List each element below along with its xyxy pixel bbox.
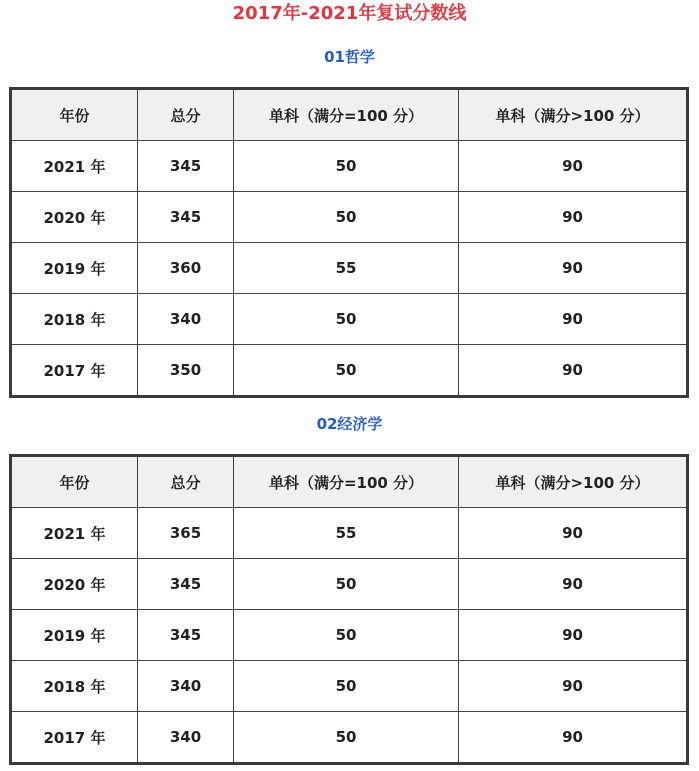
- table-header-row: [11, 456, 688, 508]
- header-single-100: 单科（满分=100 分）: [234, 456, 459, 508]
- table-row: [11, 192, 688, 243]
- cell-total: 345: [138, 141, 234, 192]
- cell-year: 2020 年: [11, 559, 138, 610]
- cell-year: 2017 年: [11, 345, 138, 397]
- cell-total: 365: [138, 508, 234, 559]
- cell-single-100: 55: [234, 243, 459, 294]
- cell-single-100: 50: [234, 294, 459, 345]
- cell-year: 2018 年: [11, 661, 138, 712]
- section-title-economics: 02经济学: [316, 415, 383, 433]
- cell-total: 345: [138, 610, 234, 661]
- cell-year: 2020 年: [11, 192, 138, 243]
- cell-single-100: 50: [234, 610, 459, 661]
- header-total: 总分: [138, 89, 234, 141]
- cell-total: 340: [138, 294, 234, 345]
- cell-total: 350: [138, 345, 234, 397]
- section-title-philosophy: 01哲学: [324, 48, 375, 66]
- cell-year: 2021 年: [11, 141, 138, 192]
- table-row: [11, 345, 688, 397]
- cell-single-100: 50: [234, 661, 459, 712]
- cell-single-100: 50: [234, 345, 459, 397]
- cell-single-over-100: 90: [459, 294, 688, 345]
- table-row: [11, 661, 688, 712]
- table-row: [11, 294, 688, 345]
- page-title: 2017年-2021年复试分数线: [232, 3, 467, 24]
- table-row: [11, 508, 688, 559]
- cell-total: 340: [138, 661, 234, 712]
- header-single-over-100: 单科（满分>100 分）: [459, 89, 688, 141]
- cell-year: 2019 年: [11, 610, 138, 661]
- cell-single-over-100: 90: [459, 559, 688, 610]
- cell-single-100: 50: [234, 559, 459, 610]
- cell-total: 345: [138, 192, 234, 243]
- cell-single-over-100: 90: [459, 141, 688, 192]
- cell-total: 345: [138, 559, 234, 610]
- cell-total: 360: [138, 243, 234, 294]
- cell-single-over-100: 90: [459, 508, 688, 559]
- cell-single-over-100: 90: [459, 610, 688, 661]
- cell-single-over-100: 90: [459, 345, 688, 397]
- cell-single-over-100: 90: [459, 243, 688, 294]
- cell-single-over-100: 90: [459, 192, 688, 243]
- table-row: [11, 610, 688, 661]
- cell-single-over-100: 90: [459, 661, 688, 712]
- table-row: [11, 559, 688, 610]
- cell-single-over-100: 90: [459, 712, 688, 764]
- cell-total: 340: [138, 712, 234, 764]
- score-table-philosophy: [9, 87, 689, 398]
- table-row: [11, 243, 688, 294]
- header-single-over-100: 单科（满分>100 分）: [459, 456, 688, 508]
- cell-year: 2017 年: [11, 712, 138, 764]
- cell-year: 2019 年: [11, 243, 138, 294]
- cell-single-100: 50: [234, 712, 459, 764]
- table-header-row: [11, 89, 688, 141]
- table-row: [11, 141, 688, 192]
- score-table-economics: [9, 454, 689, 765]
- header-year: 年份: [11, 456, 138, 508]
- header-year: 年份: [11, 89, 138, 141]
- cell-single-100: 55: [234, 508, 459, 559]
- table-row: [11, 712, 688, 764]
- cell-year: 2018 年: [11, 294, 138, 345]
- cell-single-100: 50: [234, 141, 459, 192]
- header-total: 总分: [138, 456, 234, 508]
- cell-single-100: 50: [234, 192, 459, 243]
- cell-year: 2021 年: [11, 508, 138, 559]
- header-single-100: 单科（满分=100 分）: [234, 89, 459, 141]
